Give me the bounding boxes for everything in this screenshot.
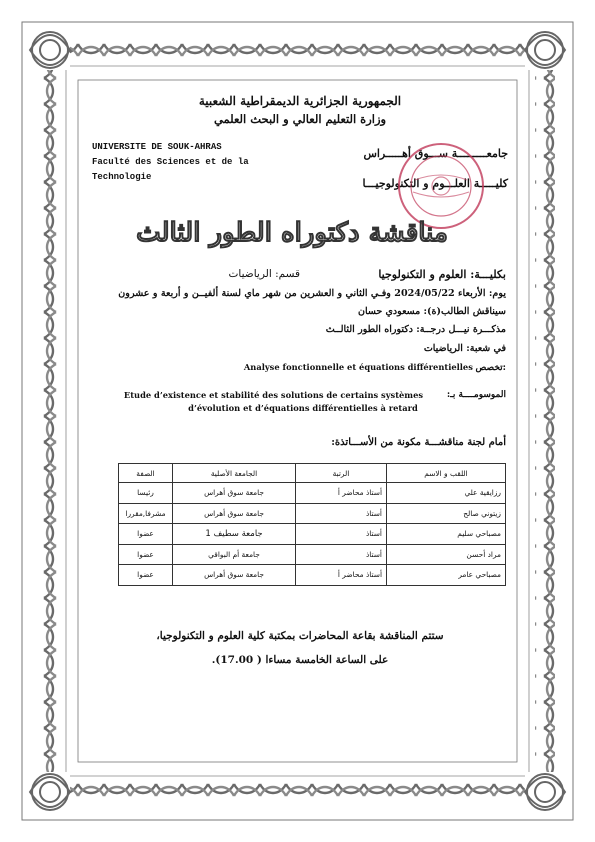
table-row: [119, 524, 506, 545]
jury-university: جامعة سطيف 1: [173, 524, 296, 545]
faculty-name-ar: كليـــــة العلـــوم و التكنولوجيـــا: [362, 177, 508, 190]
header-rank: الرتبة: [296, 464, 387, 483]
jury-table: [118, 463, 506, 586]
jury-rank: أستاذ محاضر أ: [296, 483, 387, 504]
department-line: قسم: الرياضيات: [228, 268, 300, 280]
jury-name: مصباحي سليم: [387, 524, 506, 545]
jury-university: جامعة سوق أهراس: [173, 565, 296, 586]
header-name: اللقب و الاسم: [387, 464, 506, 483]
specialty-label: تخصص:: [475, 363, 506, 373]
committee-intro: أمام لجنة مناقشـــة مكونة من الأســـاتذة:: [331, 437, 506, 448]
defense-title-stamp: [136, 205, 448, 253]
topic-value: Etude d’existence et stabilité des solutions de certains systèmes d’évolution et d’équations différentielles à retard: [123, 390, 424, 413]
jury-role: عضوا: [119, 544, 173, 565]
date-line: يوم: الأربعاء 2024/05/22 وفـي الثاني و العشرين من شهر ماي لسنة ألفيــن و أربعة و عشرون: [118, 288, 506, 299]
defense-time: على الساعة الخامسة مساءا ( 17.00).: [211, 654, 389, 666]
jury-role: عضوا: [119, 524, 173, 545]
jury-role: عضوا: [119, 565, 173, 586]
branch-line: في شعبة: الرياضيات: [423, 343, 506, 354]
jury-table-header: [119, 464, 506, 483]
university-name-fr: UNIVERSITE DE SOUK-AHRAS: [92, 142, 222, 152]
republic-title: الجمهورية الجزائرية الديمقراطية الشعبية: [198, 94, 402, 108]
jury-university: جامعة سوق أهراس: [173, 503, 296, 524]
ministry-title: وزارة التعليم العالي و البحث العلمي: [213, 112, 387, 126]
jury-role: رئيسا: [119, 483, 173, 504]
jury-rank: أستاذ: [296, 524, 387, 545]
jury-name: مصباحي عامر: [387, 565, 506, 586]
header-role: الصفة: [119, 464, 173, 483]
faculty-name-fr-cont: Technologie: [92, 172, 152, 182]
jury-name: رزايقية علي: [387, 483, 506, 504]
jury-rank: أستاذ: [296, 503, 387, 524]
table-row: [119, 544, 506, 565]
table-row: [119, 483, 506, 504]
jury-rank: أستاذ محاضر أ: [296, 565, 387, 586]
degree-line: مذكـــرة نيـــل درجــة: دكتوراه الطور الثالــث: [325, 324, 506, 335]
specialty-line: [120, 362, 506, 373]
jury-name: مراد أحسن: [387, 544, 506, 565]
jury-name: زيتوني صالح: [387, 503, 506, 524]
faculty-line: بكليـــة: العلوم و التكنولوجيا: [378, 268, 506, 281]
student-line: سيناقش الطالب(ة): مسعودي حسان: [357, 306, 506, 317]
svg-text:مناقشة دكتوراه الطور الثالث: مناقشة دكتوراه الطور الثالث: [136, 218, 448, 248]
university-name-ar: جامعـــــــــة ســـوق أهـــــراس: [363, 147, 508, 160]
topic-label: الموسومــــة بـ:: [446, 390, 506, 400]
faculty-name-fr: Faculté des Sciences et de la: [92, 157, 249, 167]
topic-line: [100, 389, 506, 415]
jury-university: جامعة سوق أهراس: [173, 483, 296, 504]
defense-location: ستتم المناقشة بقاعة المحاضرات بمكتبة كلية العلوم و التكنولوجيا،: [156, 630, 444, 642]
table-row: [119, 503, 506, 524]
header-university: الجامعة الأصلية: [173, 464, 296, 483]
specialty-value: Analyse fonctionnelle et équations différentielles: [243, 362, 473, 372]
table-row: [119, 565, 506, 586]
jury-role: مشرفا,مقررا: [119, 503, 173, 524]
jury-rank: أستاذ: [296, 544, 387, 565]
jury-university: جامعة أم البواقي: [173, 544, 296, 565]
